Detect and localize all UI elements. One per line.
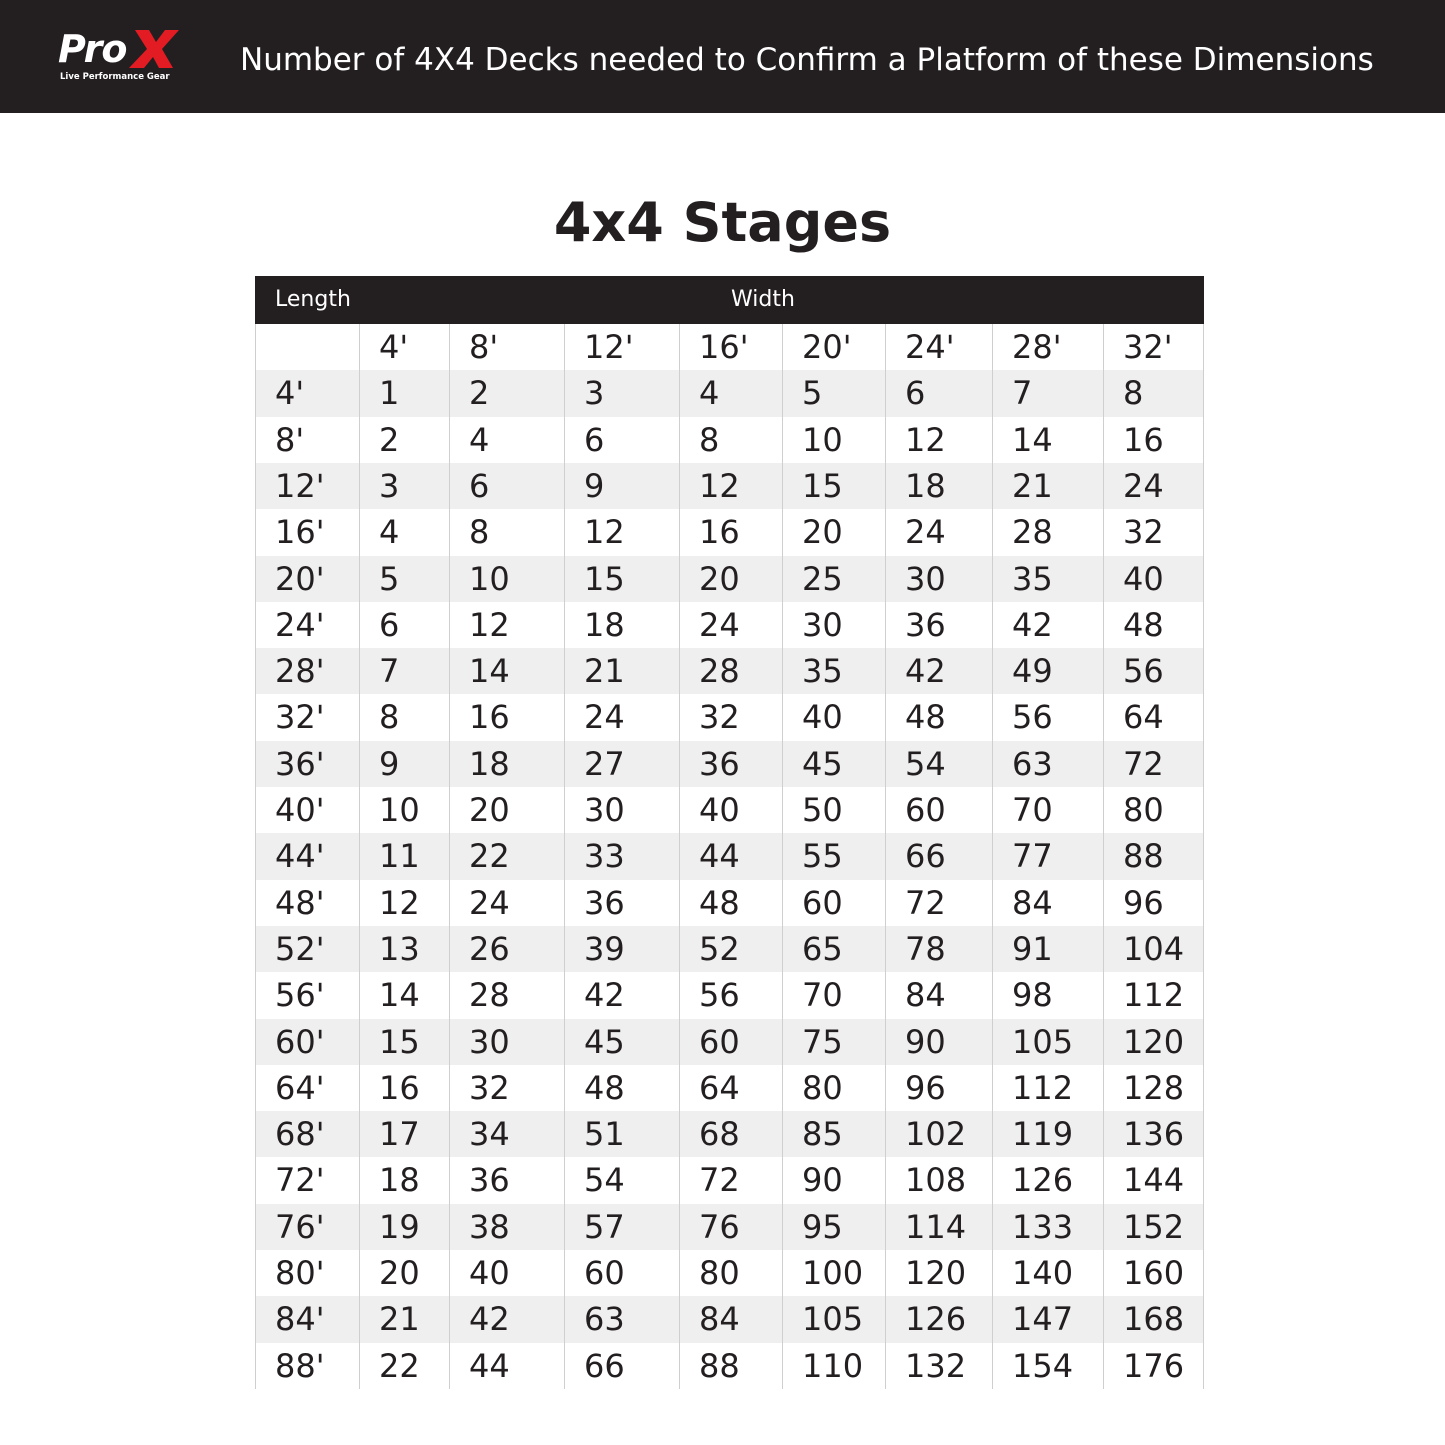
- deck-count-cell: 60: [905, 791, 946, 829]
- length-cell: 72': [275, 1161, 325, 1200]
- deck-count-cell: 30: [905, 559, 946, 598]
- deck-count-cell: 4: [469, 420, 490, 459]
- deck-count-cell: 12: [379, 883, 420, 922]
- deck-count-cell: 25: [802, 559, 843, 598]
- deck-count-cell: 80: [802, 1068, 843, 1107]
- deck-count-cell: 102: [905, 1115, 967, 1154]
- deck-count-cell: 85: [802, 1115, 843, 1154]
- deck-count-cell: 40: [699, 791, 740, 829]
- deck-count-cell: 48: [905, 698, 946, 737]
- deck-count-cell: 80: [1123, 791, 1164, 829]
- table-row: [255, 1111, 1204, 1157]
- deck-count-cell: 119: [1012, 1115, 1074, 1154]
- deck-count-cell: 84: [905, 976, 946, 1015]
- deck-count-cell: 133: [1012, 1207, 1074, 1246]
- length-cell: 36': [275, 744, 325, 783]
- table-row: [255, 741, 1204, 787]
- length-cell: 16': [275, 513, 325, 552]
- logo-tagline: Live Performance Gear: [60, 72, 170, 82]
- deck-count-cell: 14: [379, 976, 420, 1015]
- column-divider: [1103, 324, 1104, 1389]
- length-cell: 88': [275, 1346, 325, 1385]
- deck-count-cell: 22: [469, 837, 510, 876]
- deck-count-cell: 108: [905, 1161, 967, 1200]
- deck-count-cell: 36: [584, 883, 625, 922]
- deck-count-cell: 112: [1123, 976, 1185, 1015]
- deck-count-cell: 54: [584, 1161, 625, 1200]
- width-header-cell: 20': [802, 328, 852, 366]
- deck-count-cell: 49: [1012, 652, 1053, 691]
- width-header-cell: 32': [1123, 328, 1173, 366]
- deck-count-cell: 112: [1012, 1068, 1074, 1107]
- length-cell: 8': [275, 420, 305, 459]
- deck-count-cell: 40: [802, 698, 843, 737]
- length-cell: 56': [275, 976, 325, 1015]
- deck-count-cell: 24: [1123, 466, 1164, 505]
- deck-count-cell: 21: [584, 652, 625, 691]
- deck-count-cell: 24: [469, 883, 510, 922]
- deck-count-cell: 75: [802, 1022, 843, 1061]
- deck-count-cell: 52: [699, 929, 740, 968]
- deck-count-cell: 70: [1012, 791, 1053, 829]
- deck-count-cell: 95: [802, 1207, 843, 1246]
- deck-count-cell: 12: [699, 466, 740, 505]
- deck-count-cell: 19: [379, 1207, 420, 1246]
- deck-count-cell: 38: [469, 1207, 510, 1246]
- deck-count-cell: 100: [802, 1254, 864, 1292]
- deck-count-cell: 57: [584, 1207, 625, 1246]
- width-header-row: [255, 324, 1204, 370]
- deck-count-cell: 54: [905, 744, 946, 783]
- deck-count-cell: 96: [1123, 883, 1164, 922]
- table-row: [255, 1296, 1204, 1342]
- deck-count-cell: 5: [802, 374, 823, 413]
- deck-count-cell: 10: [469, 559, 510, 598]
- table-row: [255, 880, 1204, 926]
- table-row: [255, 926, 1204, 972]
- deck-count-cell: 42: [469, 1300, 510, 1339]
- table-row: [255, 833, 1204, 879]
- length-cell: 84': [275, 1300, 325, 1339]
- deck-count-cell: 15: [802, 466, 843, 505]
- deck-count-cell: 120: [905, 1254, 967, 1292]
- column-divider: [449, 324, 450, 1389]
- column-divider: [885, 324, 886, 1389]
- deck-count-cell: 13: [379, 929, 420, 968]
- deck-count-cell: 24: [699, 605, 740, 644]
- deck-count-cell: 12: [584, 513, 625, 552]
- deck-count-cell: 105: [1012, 1022, 1074, 1061]
- logo-x-mark: [129, 28, 179, 70]
- deck-count-cell: 60: [802, 883, 843, 922]
- deck-count-cell: 132: [905, 1346, 967, 1385]
- deck-count-cell: 16: [469, 698, 510, 737]
- deck-count-cell: 80: [699, 1254, 740, 1292]
- deck-count-cell: 60: [584, 1254, 625, 1292]
- deck-count-cell: 42: [584, 976, 625, 1015]
- page-title: 4x4 Stages: [553, 191, 892, 254]
- deck-count-cell: 90: [905, 1022, 946, 1061]
- deck-count-cell: 15: [584, 559, 625, 598]
- deck-count-cell: 36: [469, 1161, 510, 1200]
- deck-count-cell: 34: [469, 1115, 510, 1154]
- table-row: [255, 602, 1204, 648]
- deck-count-cell: 2: [469, 374, 490, 413]
- deck-count-cell: 136: [1123, 1115, 1185, 1154]
- deck-count-cell: 10: [802, 420, 843, 459]
- length-cell: 52': [275, 929, 325, 968]
- deck-count-cell: 8: [469, 513, 490, 552]
- deck-count-cell: 20: [379, 1254, 420, 1292]
- deck-count-cell: 42: [1012, 605, 1053, 644]
- deck-count-cell: 114: [905, 1207, 967, 1246]
- deck-count-cell: 64: [1123, 698, 1164, 737]
- deck-count-cell: 72: [905, 883, 946, 922]
- deck-count-cell: 32: [469, 1068, 510, 1107]
- width-header-cell: 8': [469, 328, 499, 366]
- deck-count-cell: 56: [1123, 652, 1164, 691]
- deck-count-cell: 51: [584, 1115, 625, 1154]
- deck-count-cell: 7: [379, 652, 400, 691]
- deck-count-cell: 32: [699, 698, 740, 737]
- deck-count-cell: 27: [584, 744, 625, 783]
- table-row: [255, 463, 1204, 509]
- deck-count-cell: 36: [905, 605, 946, 644]
- deck-count-cell: 28: [1012, 513, 1053, 552]
- column-divider: [679, 324, 680, 1389]
- deck-count-cell: 84: [699, 1300, 740, 1339]
- deck-count-cell: 120: [1123, 1022, 1185, 1061]
- column-divider: [782, 324, 783, 1389]
- deck-count-cell: 33: [584, 837, 625, 876]
- deck-count-cell: 4: [379, 513, 400, 552]
- deck-count-cell: 90: [802, 1161, 843, 1200]
- table-row: [255, 1250, 1204, 1296]
- deck-count-cell: 3: [379, 466, 400, 505]
- deck-count-cell: 168: [1123, 1300, 1185, 1339]
- deck-count-cell: 35: [802, 652, 843, 691]
- deck-count-cell: 56: [699, 976, 740, 1015]
- deck-count-cell: 12: [469, 605, 510, 644]
- deck-count-cell: 6: [469, 466, 490, 505]
- column-divider: [992, 324, 993, 1389]
- deck-count-cell: 105: [802, 1300, 864, 1339]
- table-row: [255, 370, 1204, 416]
- column-divider: [255, 324, 256, 1389]
- logo-pro-visible: Pro: [58, 27, 127, 71]
- length-cell: 80': [275, 1254, 325, 1292]
- deck-count-cell: 128: [1123, 1068, 1185, 1107]
- deck-count-cell: 88: [699, 1346, 740, 1385]
- table-row: [255, 1157, 1204, 1203]
- deck-count-cell: 35: [1012, 559, 1053, 598]
- deck-count-cell: 55: [802, 837, 843, 876]
- deck-count-cell: 28: [469, 976, 510, 1015]
- deck-count-cell: 20: [699, 559, 740, 598]
- header-bar: [0, 0, 1445, 113]
- deck-count-cell: 18: [584, 605, 625, 644]
- length-cell: 24': [275, 605, 325, 644]
- deck-count-cell: 22: [379, 1346, 420, 1385]
- deck-count-cell: 63: [1012, 744, 1053, 783]
- deck-count-cell: 44: [469, 1346, 510, 1385]
- length-cell: 76': [275, 1207, 325, 1246]
- deck-count-cell: 65: [802, 929, 843, 968]
- deck-count-cell: 1: [379, 374, 400, 413]
- deck-count-cell: 98: [1012, 976, 1053, 1015]
- deck-count-cell: 8: [1123, 374, 1144, 413]
- deck-count-cell: 56: [1012, 698, 1053, 737]
- logo-x-icon: [129, 28, 179, 70]
- length-cell: 28': [275, 652, 325, 691]
- deck-count-cell: 6: [379, 605, 400, 644]
- column-divider: [1203, 324, 1204, 1389]
- deck-count-cell: 36: [699, 744, 740, 783]
- deck-count-cell: 16: [1123, 420, 1164, 459]
- length-cell: 4': [275, 374, 305, 413]
- deck-count-cell: 30: [469, 1022, 510, 1061]
- deck-count-cell: 152: [1123, 1207, 1185, 1246]
- length-cell: 12': [275, 466, 325, 505]
- deck-count-cell: 68: [699, 1115, 740, 1154]
- length-header-label: Length: [275, 287, 351, 312]
- deck-count-cell: 40: [469, 1254, 510, 1292]
- table-row: [255, 417, 1204, 463]
- column-divider: [564, 324, 565, 1389]
- deck-count-cell: 48: [1123, 605, 1164, 644]
- length-cell: 20': [275, 559, 325, 598]
- deck-count-cell: 21: [379, 1300, 420, 1339]
- deck-count-cell: 77: [1012, 837, 1053, 876]
- column-divider: [359, 324, 360, 1389]
- deck-count-cell: 6: [584, 420, 605, 459]
- length-cell: 32': [275, 698, 325, 737]
- deck-count-cell: 32: [1123, 513, 1164, 552]
- deck-count-cell: 6: [905, 374, 926, 413]
- table-row: [255, 972, 1204, 1018]
- deck-count-cell: 12: [905, 420, 946, 459]
- deck-count-cell: 110: [802, 1346, 864, 1385]
- width-header-cell: 12': [584, 328, 634, 366]
- table-row: [255, 509, 1204, 555]
- width-header-label: Width: [731, 287, 795, 312]
- deck-count-cell: 64: [699, 1068, 740, 1107]
- table-row: [255, 1065, 1204, 1111]
- deck-count-cell: 18: [905, 466, 946, 505]
- deck-count-cell: 8: [699, 420, 720, 459]
- length-cell: 44': [275, 837, 325, 876]
- deck-count-cell: 88: [1123, 837, 1164, 876]
- deck-count-cell: 160: [1123, 1254, 1185, 1292]
- deck-count-cell: 63: [584, 1300, 625, 1339]
- deck-count-cell: 10: [379, 791, 420, 829]
- deck-count-cell: 21: [1012, 466, 1053, 505]
- deck-count-cell: 5: [379, 559, 400, 598]
- deck-count-cell: 17: [379, 1115, 420, 1154]
- deck-count-cell: 144: [1123, 1161, 1185, 1200]
- deck-count-cell: 8: [379, 698, 400, 737]
- table-row: [255, 1204, 1204, 1250]
- deck-count-cell: 16: [699, 513, 740, 552]
- length-cell: 64': [275, 1068, 325, 1107]
- width-header-cell: 24': [905, 328, 955, 366]
- deck-count-cell: 66: [905, 837, 946, 876]
- width-header-cell: 16': [699, 328, 749, 366]
- deck-count-cell: 30: [584, 791, 625, 829]
- deck-count-table: [255, 276, 1204, 1389]
- deck-count-cell: 78: [905, 929, 946, 968]
- deck-count-cell: 96: [905, 1068, 946, 1107]
- deck-count-cell: 30: [802, 605, 843, 644]
- table-row: [255, 787, 1204, 833]
- deck-count-cell: 84: [1012, 883, 1053, 922]
- prox-logo: [58, 28, 198, 88]
- deck-count-cell: 72: [699, 1161, 740, 1200]
- table-row: [255, 1343, 1204, 1389]
- deck-count-cell: 104: [1123, 929, 1185, 968]
- table-header-bar: [255, 276, 1204, 324]
- deck-count-cell: 3: [584, 374, 605, 413]
- deck-count-cell: 26: [469, 929, 510, 968]
- table-row: [255, 648, 1204, 694]
- deck-count-cell: 126: [1012, 1161, 1074, 1200]
- deck-count-cell: 24: [905, 513, 946, 552]
- deck-count-cell: 28: [699, 652, 740, 691]
- deck-count-cell: 7: [1012, 374, 1033, 413]
- banner-text: Number of 4X4 Decks needed to Confirm a Platform of these Dimensions: [240, 42, 1374, 78]
- deck-count-cell: 60: [699, 1022, 740, 1061]
- deck-count-cell: 14: [469, 652, 510, 691]
- deck-count-cell: 15: [379, 1022, 420, 1061]
- width-header-cell: 28': [1012, 328, 1062, 366]
- length-cell: 60': [275, 1022, 325, 1061]
- deck-count-cell: 42: [905, 652, 946, 691]
- deck-count-cell: 20: [802, 513, 843, 552]
- length-cell: 40': [275, 791, 325, 829]
- deck-count-cell: 39: [584, 929, 625, 968]
- table-row: [255, 556, 1204, 602]
- table-grid: [255, 324, 1204, 1389]
- deck-count-cell: 76: [699, 1207, 740, 1246]
- deck-count-cell: 147: [1012, 1300, 1074, 1339]
- deck-count-cell: 2: [379, 420, 400, 459]
- deck-count-cell: 70: [802, 976, 843, 1015]
- length-cell: 68': [275, 1115, 325, 1154]
- deck-count-cell: 9: [379, 744, 400, 783]
- table-row: [255, 1019, 1204, 1065]
- deck-count-cell: 24: [584, 698, 625, 737]
- deck-count-cell: 66: [584, 1346, 625, 1385]
- deck-count-cell: 14: [1012, 420, 1053, 459]
- deck-count-cell: 91: [1012, 929, 1053, 968]
- deck-count-cell: 72: [1123, 744, 1164, 783]
- deck-count-cell: 48: [699, 883, 740, 922]
- deck-count-cell: 140: [1012, 1254, 1074, 1292]
- deck-count-cell: 45: [584, 1022, 625, 1061]
- deck-count-cell: 45: [802, 744, 843, 783]
- deck-count-cell: 9: [584, 466, 605, 505]
- length-cell: 48': [275, 883, 325, 922]
- deck-count-cell: 11: [379, 837, 420, 876]
- deck-count-cell: 176: [1123, 1346, 1185, 1385]
- deck-count-cell: 50: [802, 791, 843, 829]
- deck-count-cell: 126: [905, 1300, 967, 1339]
- logo-wordmark: [58, 28, 179, 70]
- deck-count-cell: 16: [379, 1068, 420, 1107]
- deck-count-cell: 154: [1012, 1346, 1074, 1385]
- table-row: [255, 694, 1204, 740]
- deck-count-cell: 48: [584, 1068, 625, 1107]
- deck-count-cell: 18: [469, 744, 510, 783]
- deck-count-cell: 20: [469, 791, 510, 829]
- width-header-cell: 4': [379, 328, 409, 366]
- deck-count-cell: 4: [699, 374, 720, 413]
- deck-count-cell: 18: [379, 1161, 420, 1200]
- deck-count-cell: 44: [699, 837, 740, 876]
- deck-count-cell: 40: [1123, 559, 1164, 598]
